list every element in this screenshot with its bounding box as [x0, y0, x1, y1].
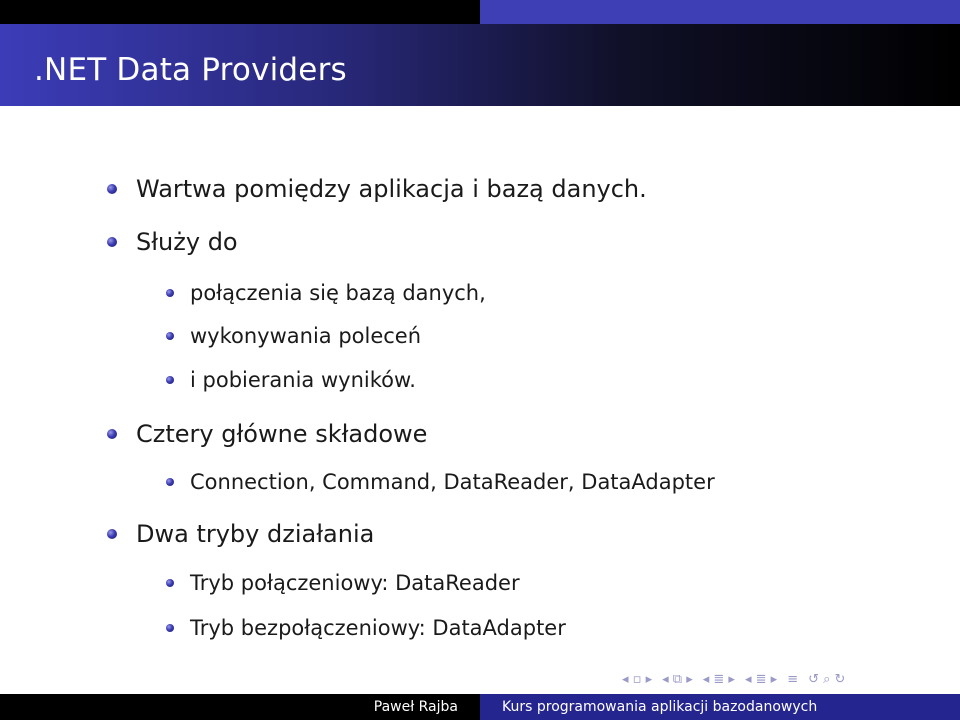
bullet-icon: [107, 429, 117, 439]
sub-bullet-item: [166, 324, 421, 348]
sub-bullet-icon: [166, 624, 174, 632]
bullet-text: Służy do: [136, 228, 238, 256]
nav-prev-section-icon[interactable]: ◂ ≣ ▸: [744, 672, 778, 687]
sub-bullet-text: Tryb połączeniowy: DataReader: [190, 571, 520, 595]
sub-bullet-text: Connection, Command, DataReader, DataAdapter: [190, 470, 715, 494]
sub-bullet-item: [166, 281, 486, 305]
nav-prev-subsection-icon[interactable]: ◂ ≣ ▸: [702, 672, 735, 687]
nav-prev-frame-icon[interactable]: ◂ ▫ ▸: [622, 672, 653, 687]
nav-search-icon[interactable]: ↺ ⌕ ↻: [808, 672, 846, 687]
nav-next-subsection-icon[interactable]: ◂ ⧉ ▸: [662, 672, 693, 687]
bullet-icon: [107, 529, 117, 539]
sub-bullet-item: [166, 571, 520, 595]
sub-bullet-text: i pobierania wyników.: [190, 368, 416, 392]
footer-course: Kurs programowania aplikacji bazodanowych: [480, 694, 960, 720]
bullet-text: Dwa tryby działania: [136, 520, 375, 548]
bullet-item: [107, 520, 374, 548]
bullet-text: Cztery główne składowe: [136, 420, 428, 448]
sub-bullet-item: [166, 470, 715, 494]
sub-bullet-text: Tryb bezpołączeniowy: DataAdapter: [190, 616, 566, 640]
sub-bullet-icon: [166, 332, 174, 340]
bullet-icon: [107, 237, 117, 247]
slide-title: .NET Data Providers: [34, 52, 347, 88]
navigation-bar: [622, 670, 845, 690]
sub-bullet-item: [166, 616, 566, 640]
bullet-item: [107, 420, 427, 448]
bullet-icon: [107, 184, 117, 194]
sub-bullet-icon: [166, 478, 174, 486]
bullet-item: [107, 175, 647, 203]
bullet-item: [107, 228, 238, 256]
nav-align-icon[interactable]: ≡: [787, 672, 799, 687]
sub-bullet-text: wykonywania poleceń: [190, 324, 422, 348]
sub-bullet-icon: [166, 579, 174, 587]
bullet-text: Wartwa pomiędzy aplikacja i bazą danych.: [136, 175, 647, 203]
footer: [0, 694, 960, 720]
sub-bullet-item: [166, 368, 416, 392]
footer-author: Paweł Rajba: [0, 694, 480, 720]
sub-bullet-text: połączenia się bazą danych,: [190, 281, 486, 305]
sub-bullet-icon: [166, 289, 174, 297]
sub-bullet-icon: [166, 376, 174, 384]
